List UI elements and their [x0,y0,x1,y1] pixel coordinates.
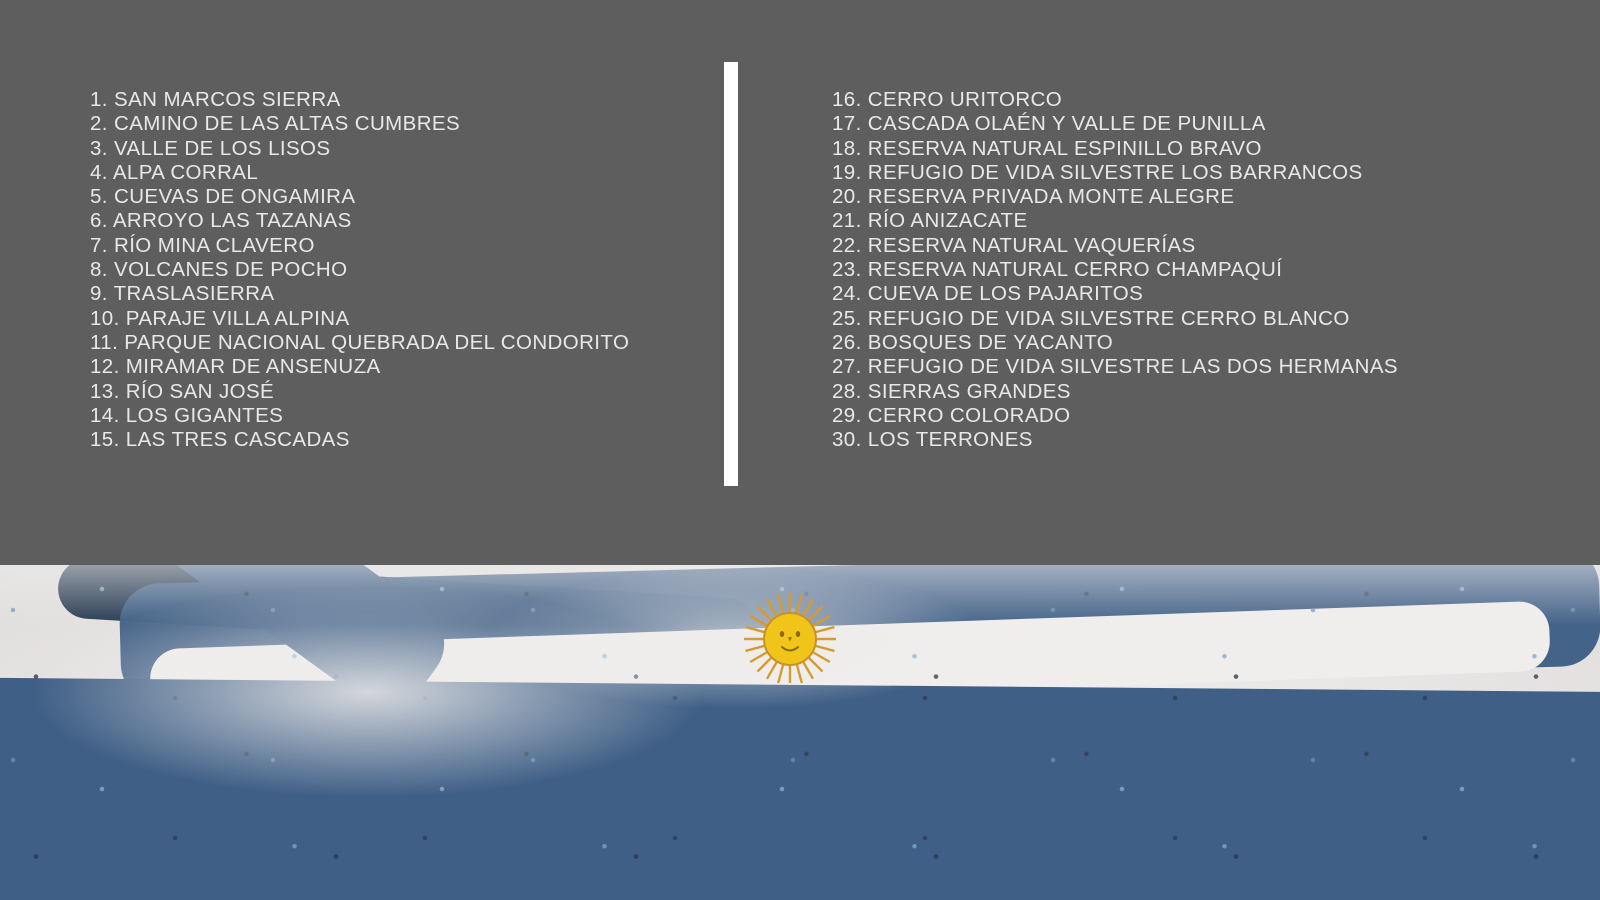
list-item: 26. BOSQUES DE YACANTO [832,330,1114,354]
list-item: 13. RÍO SAN JOSÉ [90,379,275,403]
list-item: 20. RESERVA PRIVADA MONTE ALEGRE [832,185,1235,209]
list-column-right [832,88,1532,452]
list-item: 18. RESERVA NATURAL ESPINILLO BRAVO [832,136,1262,160]
list-item: 23. RESERVA NATURAL CERRO CHAMPAQUÍ [832,258,1283,282]
destinations-list-left [90,88,690,452]
list-item: 25. REFUGIO DE VIDA SILVESTRE CERRO BLANCO [832,306,1350,330]
list-item: 17. CASCADA OLAÉN Y VALLE DE PUNILLA [832,112,1266,136]
list-item: 21. RÍO ANIZACATE [832,209,1028,233]
column-divider [724,62,738,486]
list-item: 3. VALLE DE LOS LISOS [90,136,331,160]
photo-caption [12,885,402,896]
list-item: 7. RÍO MINA CLAVERO [90,233,315,257]
crowd-flag-photo [0,565,1600,900]
list-item: 11. PARQUE NACIONAL QUEBRADA DEL CONDORITO [90,330,630,354]
list-item: 6. ARROYO LAS TAZANAS [90,209,352,233]
list-item: 12. MIRAMAR DE ANSENUZA [90,355,381,379]
list-column-left [90,88,690,452]
list-item: 29. CERRO COLORADO [832,403,1071,427]
list-item: 2. CAMINO DE LAS ALTAS CUMBRES [90,112,461,136]
list-item: 28. SIERRAS GRANDES [832,379,1071,403]
sun-of-may-icon [690,587,890,683]
list-item: 8. VOLCANES DE POCHO [90,258,348,282]
list-item: 5. CUEVAS DE ONGAMIRA [90,185,356,209]
list-item: 19. REFUGIO DE VIDA SILVESTRE LOS BARRANCOS [832,160,1363,184]
list-item: 22. RESERVA NATURAL VAQUERÍAS [832,233,1196,257]
list-item: 9. TRASLASIERRA [90,282,275,306]
list-item: 15. LAS TRES CASCADAS [90,428,350,452]
destinations-list-right [832,88,1532,452]
list-item: 30. LOS TERRONES [832,428,1033,452]
list-item: 14. LOS GIGANTES [90,403,284,427]
list-item: 4. ALPA CORRAL [90,160,259,184]
list-item: 16. CERRO URITORCO [832,88,1063,111]
list-item: 24. CUEVA DE LOS PAJARITOS [832,282,1144,306]
list-item: 1. SAN MARCOS SIERRA [90,88,341,111]
list-item: 10. PARAJE VILLA ALPINA [90,306,350,330]
crowd-band-lower-stripe [0,678,1600,900]
list-item: 27. REFUGIO DE VIDA SILVESTRE LAS DOS HERMANAS [832,355,1398,379]
